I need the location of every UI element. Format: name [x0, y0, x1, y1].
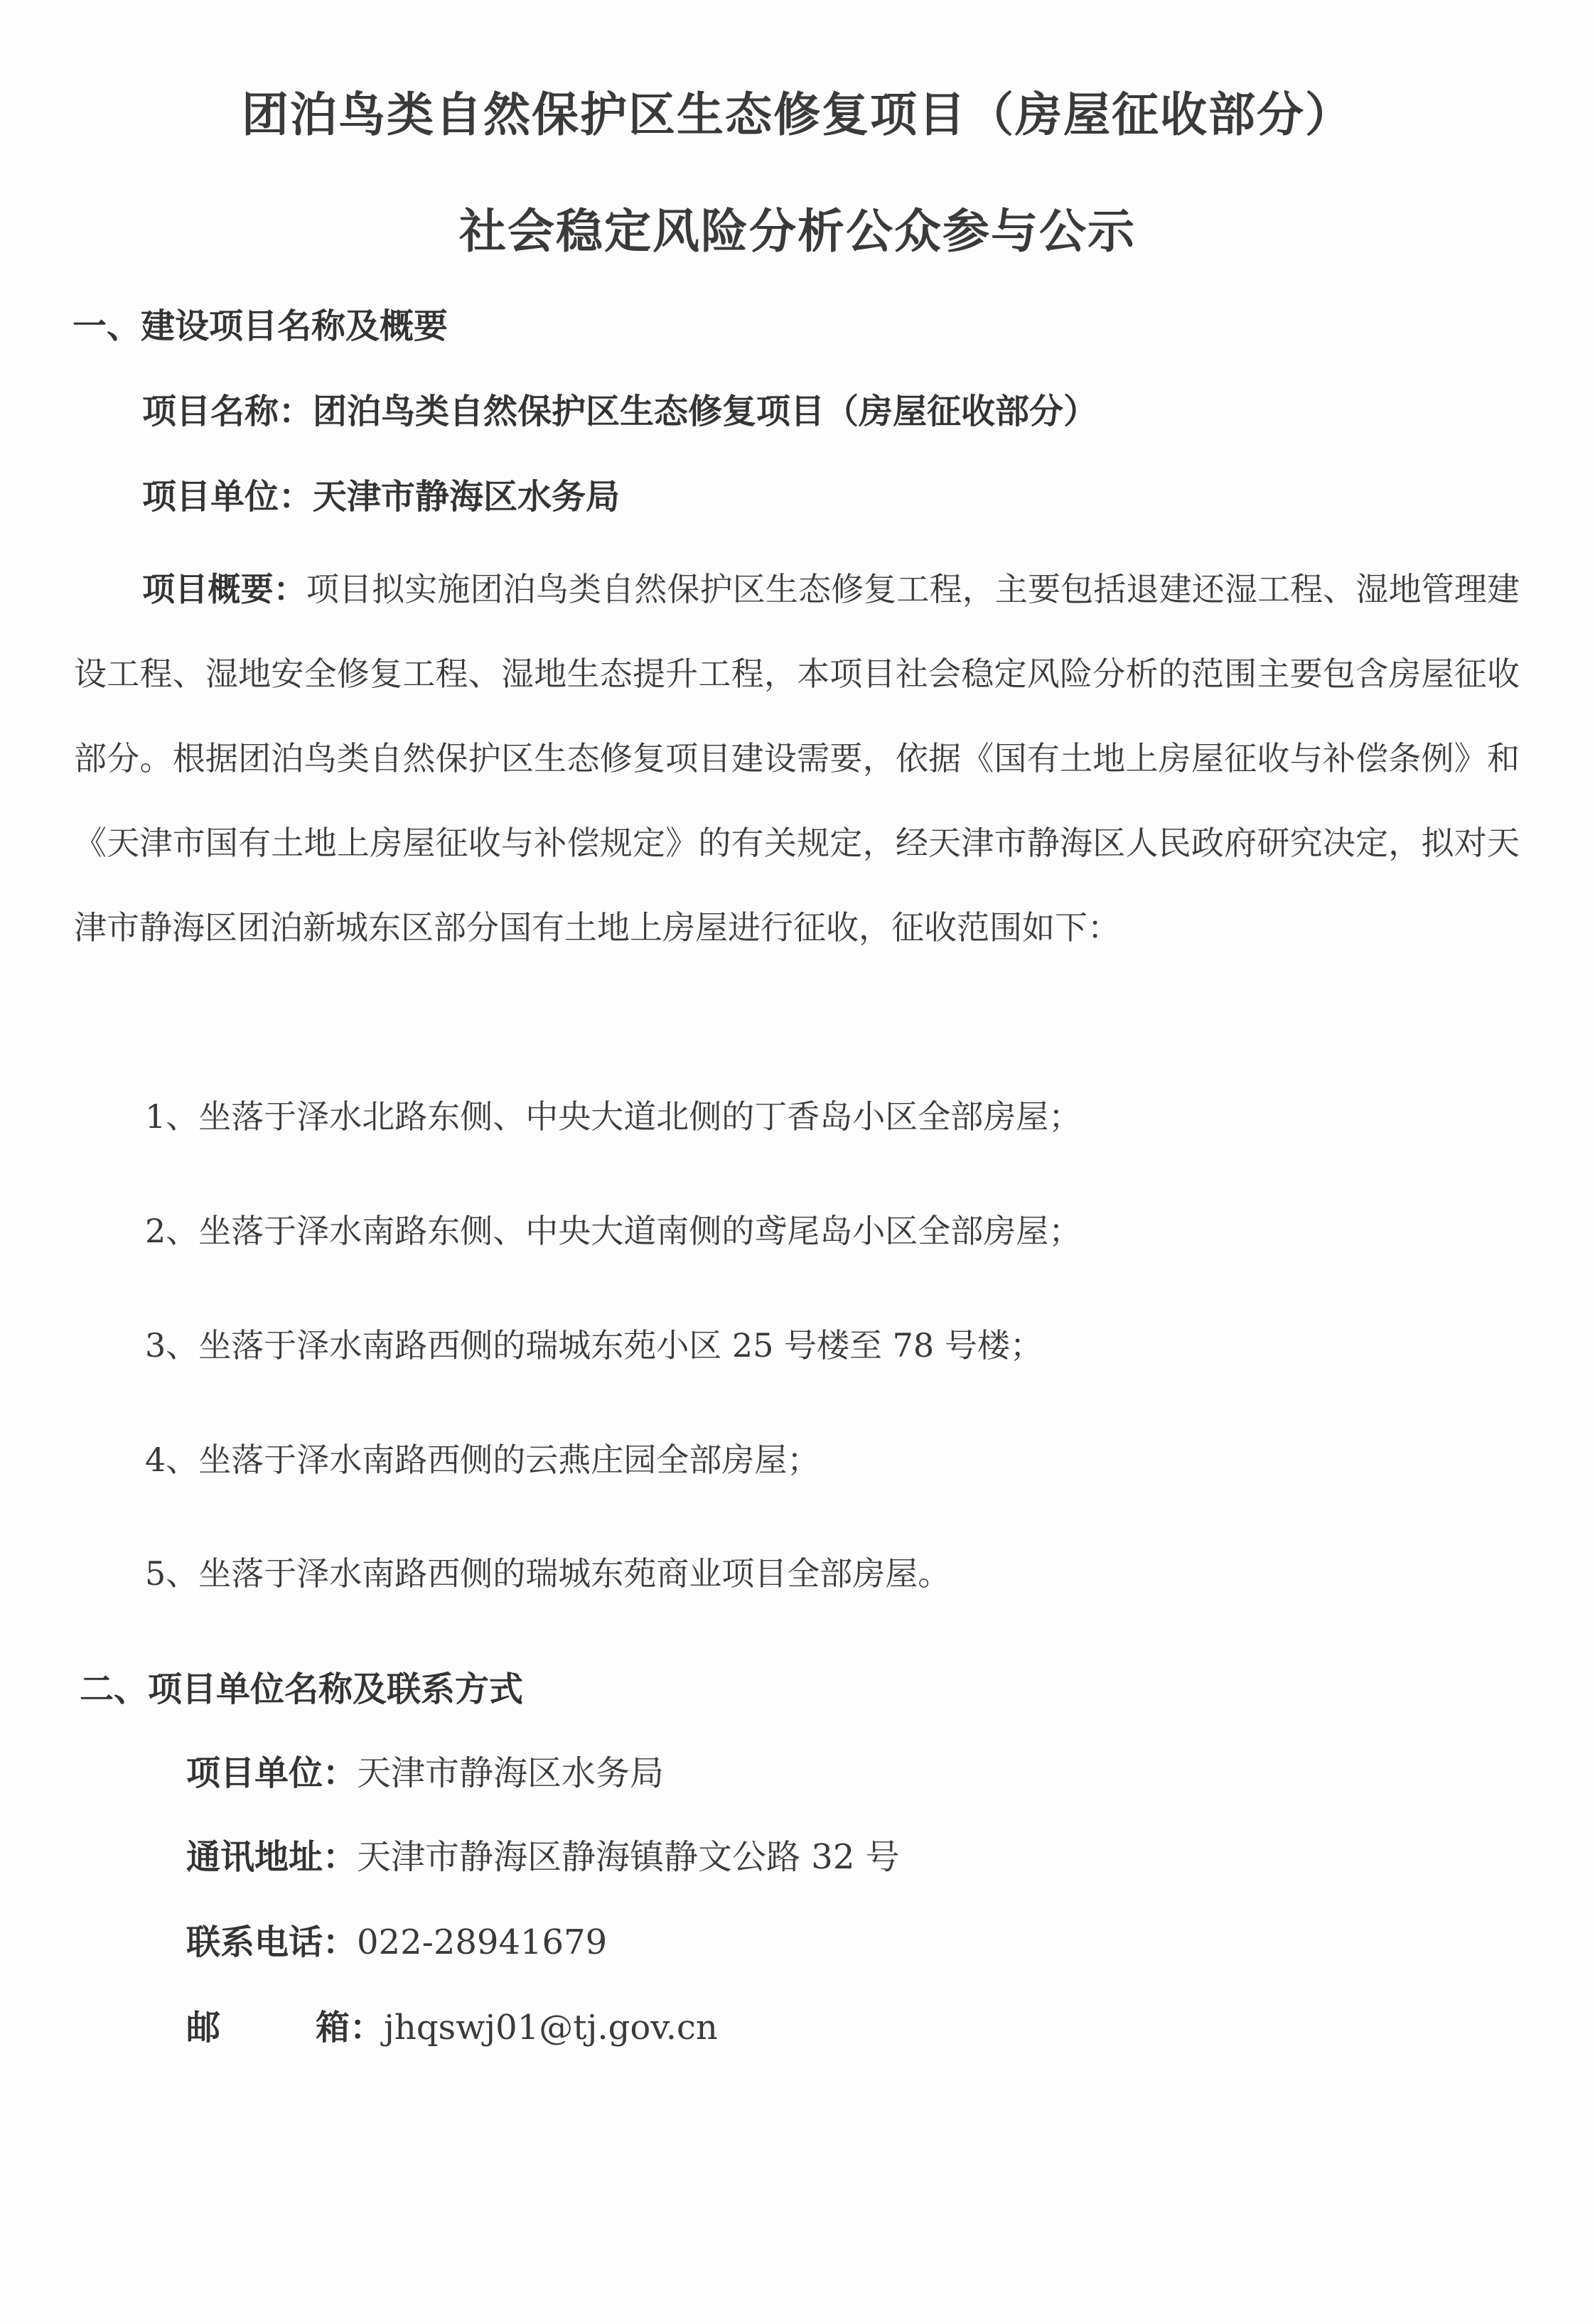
expropriation-item-2: 2、坐落于泽水南路东侧、中央大道南侧的鸢尾岛小区全部房屋；: [145, 1212, 1082, 1250]
expropriation-item-4: 4、坐落于泽水南路西侧的云燕庄园全部房屋；: [145, 1441, 820, 1479]
project-unit-value: 天津市静海区水务局: [313, 477, 621, 517]
contact-phone-value: 022-28941679: [357, 1922, 608, 1962]
contact-email-label: [186, 2008, 384, 2048]
document-title-line2: 社会稳定风险分析公众参与公示: [459, 204, 1136, 259]
expropriation-item-5: 5、坐落于泽水南路西侧的瑞城东苑商业项目全部房屋。: [145, 1554, 951, 1593]
contact-email-field: [186, 2000, 718, 2049]
contact-unit-value: 天津市静海区水务局: [357, 1753, 665, 1793]
project-unit-field: [142, 469, 620, 518]
section1-heading: 一、建设项目名称及概要: [72, 306, 449, 346]
contact-address-field: [186, 1829, 900, 1878]
project-name-field: [142, 384, 1097, 433]
project-summary-paragraph: [74, 547, 1520, 970]
contact-phone-label: 联系电话：: [186, 1922, 358, 1962]
project-name-label: 项目名称：: [142, 392, 313, 431]
expropriation-item-1: 1、坐落于泽水北路东侧、中央大道北侧的丁香岛小区全部房屋；: [145, 1097, 1082, 1136]
contact-unit-field: [186, 1745, 664, 1795]
contact-address-label: 通讯地址：: [186, 1837, 358, 1877]
section2-heading: 二、项目单位名称及联系方式: [80, 1669, 524, 1709]
contact-email-value: jhqswj01@tj.gov.cn: [384, 2008, 718, 2048]
contact-email-label-a: 邮: [186, 2008, 221, 2048]
project-unit-label: 项目单位：: [142, 477, 313, 517]
expropriation-item-3: 3、坐落于泽水南路西侧的瑞城东苑小区 25 号楼至 78 号楼；: [145, 1326, 1043, 1365]
project-name-value: 团泊鸟类自然保护区生态修复项目（房屋征收部分）: [313, 392, 1098, 431]
project-summary-text: 项目拟实施团泊鸟类自然保护区生态修复工程，主要包括退建还湿工程、湿地管理建设工程、湿地安全修复工程、湿地生态提升工程，本项目社会稳定风险分析的范围主要包含房屋征收部分。根据团泊鸟类自然保护区生态修复项目建设需要，依据《国有土地上房屋征收与补偿条例》和《天津市国有土地上房屋征收与补偿规定》的有关规定，经天津市静海区人民政府研究决定，拟对天津市静海区团泊新城东区部分国有土地上房屋进行征收，征收范围如下：: [74, 570, 1520, 947]
contact-unit-label: 项目单位：: [186, 1753, 358, 1793]
project-summary-label: 项目概要：: [142, 570, 306, 608]
contact-address-value: 天津市静海区静海镇静文公路 32 号: [357, 1837, 900, 1877]
contact-email-label-b: 箱：: [316, 2008, 385, 2048]
contact-phone-field: [186, 1915, 607, 1964]
document-title-line1: 团泊鸟类自然保护区生态修复项目（房屋征收部分）: [242, 87, 1353, 142]
